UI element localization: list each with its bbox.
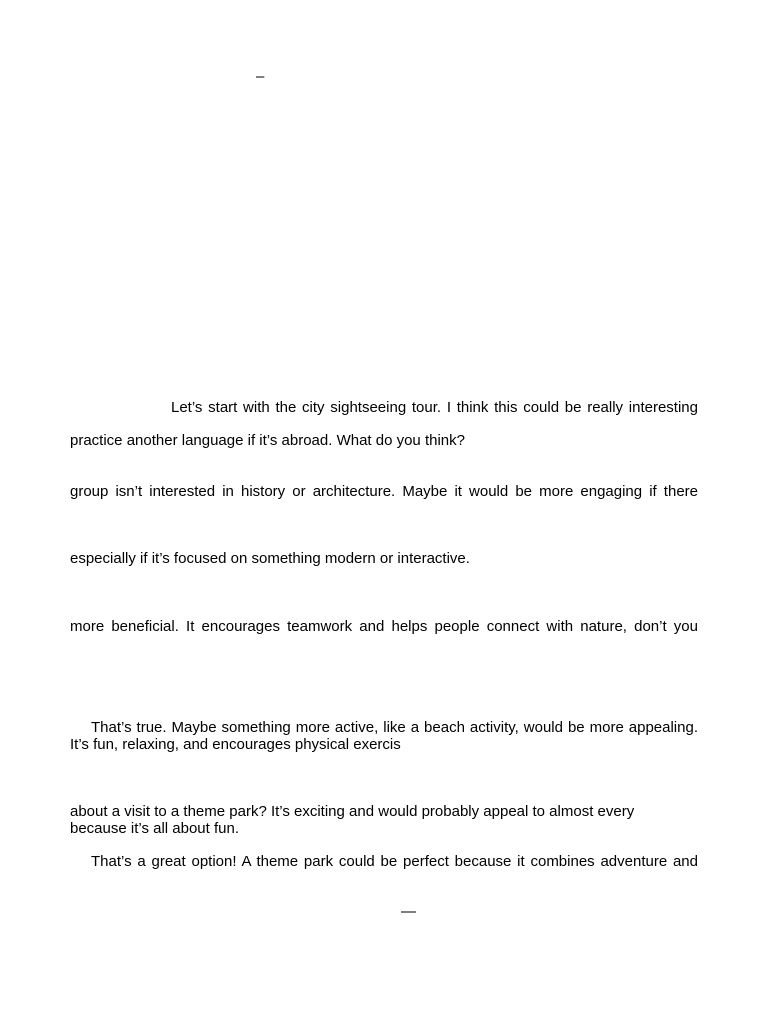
text-line-6: That’s true. Maybe something more active, like a beach activity, would be more appealing.: [91, 719, 698, 736]
text-line-2: practice another language if it’s abroad. What do you think?: [70, 432, 465, 449]
text-line-4: especially if it’s focused on something modern or interactive.: [70, 550, 470, 567]
top-dash-mark: –: [256, 68, 265, 85]
bottom-dash-mark: —: [401, 903, 416, 920]
text-line-3: group isn’t interested in history or architecture. Maybe it would be more engaging if there: [70, 483, 698, 500]
text-line-10: That’s a great option! A theme park could be perfect because it combines adventure and: [91, 853, 698, 870]
text-line-8: about a visit to a theme park? It’s exciting and would probably appeal to almost every: [70, 803, 635, 820]
text-line-9: because it’s all about fun.: [70, 820, 240, 837]
text-line-7: It’s fun, relaxing, and encourages physical exercis: [70, 736, 401, 753]
text-line-5: more beneficial. It encourages teamwork and helps people connect with nature, don’t you: [70, 618, 698, 635]
text-line-1: Let’s start with the city sightseeing tour. I think this could be really interesting: [171, 399, 698, 416]
